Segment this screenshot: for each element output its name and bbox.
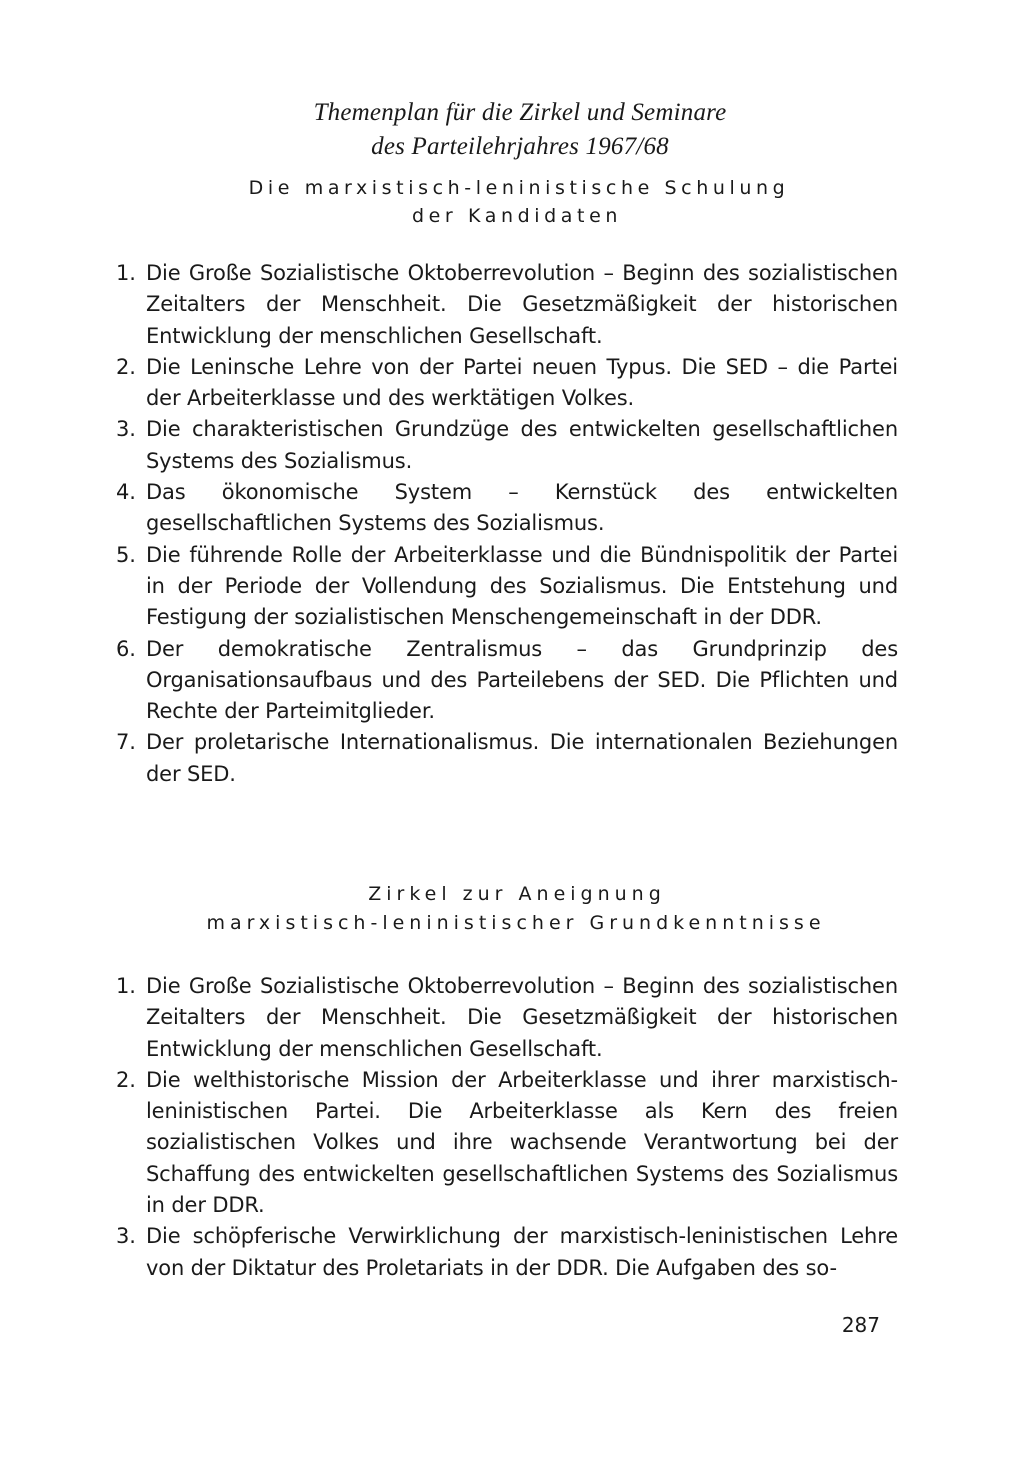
item-number: 7. xyxy=(116,730,136,755)
list-item xyxy=(116,634,898,728)
list-item xyxy=(116,477,898,540)
page-title-line-1: Themenplan für die Zirkel und Seminare xyxy=(313,99,727,126)
item-number: 5. xyxy=(116,542,136,567)
item-number: 2. xyxy=(116,1067,136,1092)
item-number: 1. xyxy=(116,974,136,998)
item-number: 6. xyxy=(116,636,136,661)
list-item xyxy=(116,258,898,352)
item-text: Das ökonomische System – Kernstück des entwickelten gesellschaftlichen Systems des Sozialismus. xyxy=(146,480,898,536)
item-number: 3. xyxy=(116,417,136,442)
item-text: Der proletarische Internationalismus. Die internationalen Beziehungen der SED. xyxy=(146,730,898,786)
item-text: Die führende Rolle der Arbeiterklasse und die Bündnispolitik der Partei in der Periode der Vollendung des Sozialismus. Die Entstehung und Festigung der sozialistischen Menschengemeinschaft in der DDR. xyxy=(146,542,898,630)
section-1-heading-line-2: der Kandidaten xyxy=(411,205,623,227)
section-1-topic-list xyxy=(116,258,898,790)
item-text: Die welthistorische Mission der Arbeiterklasse und ihrer marxistisch-leninistischen Partei. Die Arbeiterklasse als Kern des freien sozialistischen Volkes und ihre wachsende Verantwortung bei der Schaffung des entwickelten gesellschaftlichen Systems des Sozialismus in der DDR. xyxy=(146,1067,898,1218)
list-item xyxy=(116,727,898,790)
list-item xyxy=(116,352,898,415)
section-2-heading-line-2: marxistisch-leninistischer Grundkenntnisse xyxy=(206,912,826,934)
item-number: 2. xyxy=(116,354,136,379)
item-number: 4. xyxy=(116,480,136,505)
item-text: Der demokratische Zentralismus – das Grundprinzip des Organisationsaufbaus und des Parteilebens der SED. Die Pflichten und Rechte der Parteimitglieder. xyxy=(146,636,898,724)
item-number: 3. xyxy=(116,1224,136,1249)
item-text: Die schöpferische Verwirklichung der marxistisch-leninistischen Lehre von der Diktatur des Proletariats in der DDR. Die Aufgaben des so- xyxy=(146,1224,898,1280)
list-item xyxy=(116,1221,898,1284)
item-text: Die charakteristischen Grundzüge des entwickelten gesellschaftlichen Systems des Sozialismus. xyxy=(146,417,898,473)
section-1-heading-line-1: Die marxistisch-leninistische Schulung xyxy=(248,177,790,199)
page-number: 287 xyxy=(841,1313,880,1337)
list-item xyxy=(116,1065,898,1221)
item-text: Die Leninsche Lehre von der Partei neuen Typus. Die SED – die Partei der Arbeiterklasse und des werktätigen Volkes. xyxy=(146,354,898,411)
list-item xyxy=(116,414,898,477)
page-title-line-2: des Parteilehrjahres 1967/68 xyxy=(371,133,669,160)
section-2-topic-list xyxy=(116,971,898,1284)
item-text: Die Große Sozialistische Oktoberrevolution – Beginn des sozialistischen Zeitalters der Menschheit. Die Gesetzmäßigkeit der historischen Entwicklung der menschlichen Gesellschaft. xyxy=(146,261,898,348)
list-item xyxy=(116,540,898,634)
item-number: 1. xyxy=(116,261,136,285)
list-item xyxy=(116,971,898,1065)
section-2-heading-line-1: Zirkel zur Aneignung xyxy=(368,883,666,905)
item-text: Die Große Sozialistische Oktoberrevolution – Beginn des sozialistischen Zeitalters der Menschheit. Die Gesetzmäßigkeit der historischen Entwicklung der menschlichen Gesellschaft. xyxy=(146,974,898,1061)
